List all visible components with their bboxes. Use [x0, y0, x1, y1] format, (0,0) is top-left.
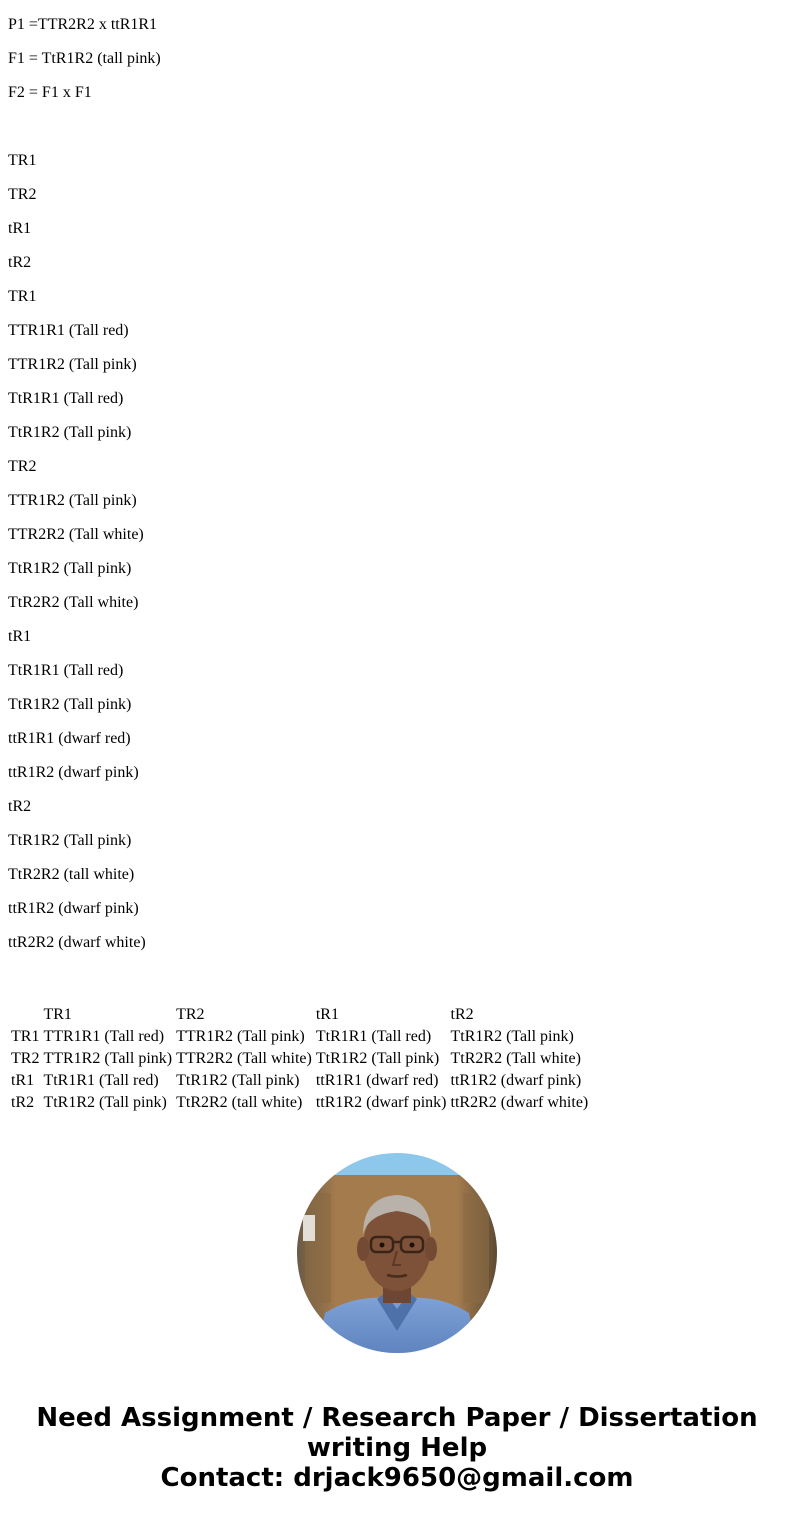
wall-panel-left	[305, 1193, 331, 1303]
wall-switch	[303, 1215, 315, 1241]
table-cell: TtR2R2 (tall white)	[176, 1094, 303, 1111]
table-row-header: tR2	[11, 1094, 35, 1111]
table-row	[10, 1049, 589, 1069]
table-cell: TTR2R2 (Tall white)	[176, 1050, 312, 1067]
table-row	[10, 1027, 589, 1047]
table-cell: TTR1R2 (Tall pink)	[176, 1028, 305, 1045]
table-row-header: TR1	[11, 1028, 40, 1045]
ear-right	[425, 1237, 437, 1261]
table-cell: TtR1R2 (Tall pink)	[176, 1072, 300, 1089]
table-cell: ttR1R2 (dwarf pink)	[450, 1072, 582, 1089]
paragraph: F2 = F1 x F1	[8, 84, 92, 101]
punnett-square-table	[8, 1003, 591, 1115]
table-header-row	[10, 1005, 589, 1025]
paragraph: tR1	[8, 220, 32, 237]
paragraph: ttR1R1 (dwarf red)	[8, 730, 131, 747]
table-cell: TtR1R1 (Tall red)	[43, 1072, 159, 1089]
table-row-header: TR2	[11, 1050, 40, 1067]
table-row	[10, 1093, 589, 1113]
paragraph: TtR1R2 (Tall pink)	[8, 832, 132, 849]
paragraph: TtR2R2 (Tall white)	[8, 594, 139, 611]
paragraph: TtR1R2 (Tall pink)	[8, 424, 132, 441]
paragraph: TtR1R2 (Tall pink)	[8, 560, 132, 577]
paragraph: TTR1R2 (Tall pink)	[8, 492, 137, 509]
paragraph: ttR1R2 (dwarf pink)	[8, 900, 139, 917]
table-cell: ttR1R1 (dwarf red)	[315, 1072, 439, 1089]
paragraph: F1 = TtR1R2 (tall pink)	[8, 50, 161, 67]
document-body	[8, 16, 778, 968]
table-corner-cell	[10, 1005, 40, 1025]
table-row-header: tR1	[11, 1072, 35, 1089]
paragraph: TR2	[8, 186, 37, 203]
eye-left	[380, 1243, 385, 1248]
table-cell: TtR1R2 (Tall pink)	[43, 1094, 167, 1111]
cta-line-2: writing Help	[306, 1433, 488, 1463]
paragraph: tR2	[8, 254, 32, 271]
eye-right	[410, 1243, 415, 1248]
paragraph: P1 =TTR2R2 x ttR1R1	[8, 16, 158, 33]
cta-contact-line: Contact: drjack9650@gmail.com	[160, 1463, 634, 1493]
empty-paragraph	[8, 118, 778, 136]
table-column-header: tR2	[450, 1006, 474, 1023]
wall-panel-right	[463, 1193, 489, 1303]
portrait-icon	[297, 1153, 497, 1353]
table-cell: TtR1R2 (Tall pink)	[450, 1028, 574, 1045]
table-row	[10, 1071, 589, 1091]
table-column-header: tR1	[315, 1006, 339, 1023]
paragraph: ttR2R2 (dwarf white)	[8, 934, 146, 951]
author-portrait-photo	[297, 1153, 497, 1353]
paragraph: TR1	[8, 152, 37, 169]
paragraph: TR2	[8, 458, 37, 475]
table-column-header: TR1	[43, 1006, 72, 1023]
table-cell: ttR2R2 (dwarf white)	[450, 1094, 589, 1111]
table-cell: TTR1R1 (Tall red)	[43, 1028, 165, 1045]
paragraph: tR2	[8, 798, 32, 815]
paragraph: TR1	[8, 288, 37, 305]
paragraph: ttR1R2 (dwarf pink)	[8, 764, 139, 781]
paragraph: TTR2R2 (Tall white)	[8, 526, 144, 543]
paragraph: TTR1R2 (Tall pink)	[8, 356, 137, 373]
paragraph: TTR1R1 (Tall red)	[8, 322, 129, 339]
table-column-header: TR2	[176, 1006, 205, 1023]
paragraph: TtR1R2 (Tall pink)	[8, 696, 132, 713]
table-cell: TTR1R2 (Tall pink)	[43, 1050, 173, 1067]
contact-banner	[0, 1403, 794, 1493]
paragraph: TtR1R1 (Tall red)	[8, 662, 124, 679]
ear-left	[357, 1237, 369, 1261]
table-cell: ttR1R2 (dwarf pink)	[315, 1094, 447, 1111]
paragraph: TtR1R1 (Tall red)	[8, 390, 124, 407]
paragraph: tR1	[8, 628, 32, 645]
paragraph: TtR2R2 (tall white)	[8, 866, 135, 883]
table-cell: TtR1R2 (Tall pink)	[315, 1050, 440, 1067]
table-cell: TtR1R1 (Tall red)	[315, 1028, 432, 1045]
cta-line-1: Need Assignment / Research Paper / Dissertation	[36, 1403, 758, 1433]
table-cell: TtR2R2 (Tall white)	[450, 1050, 581, 1067]
